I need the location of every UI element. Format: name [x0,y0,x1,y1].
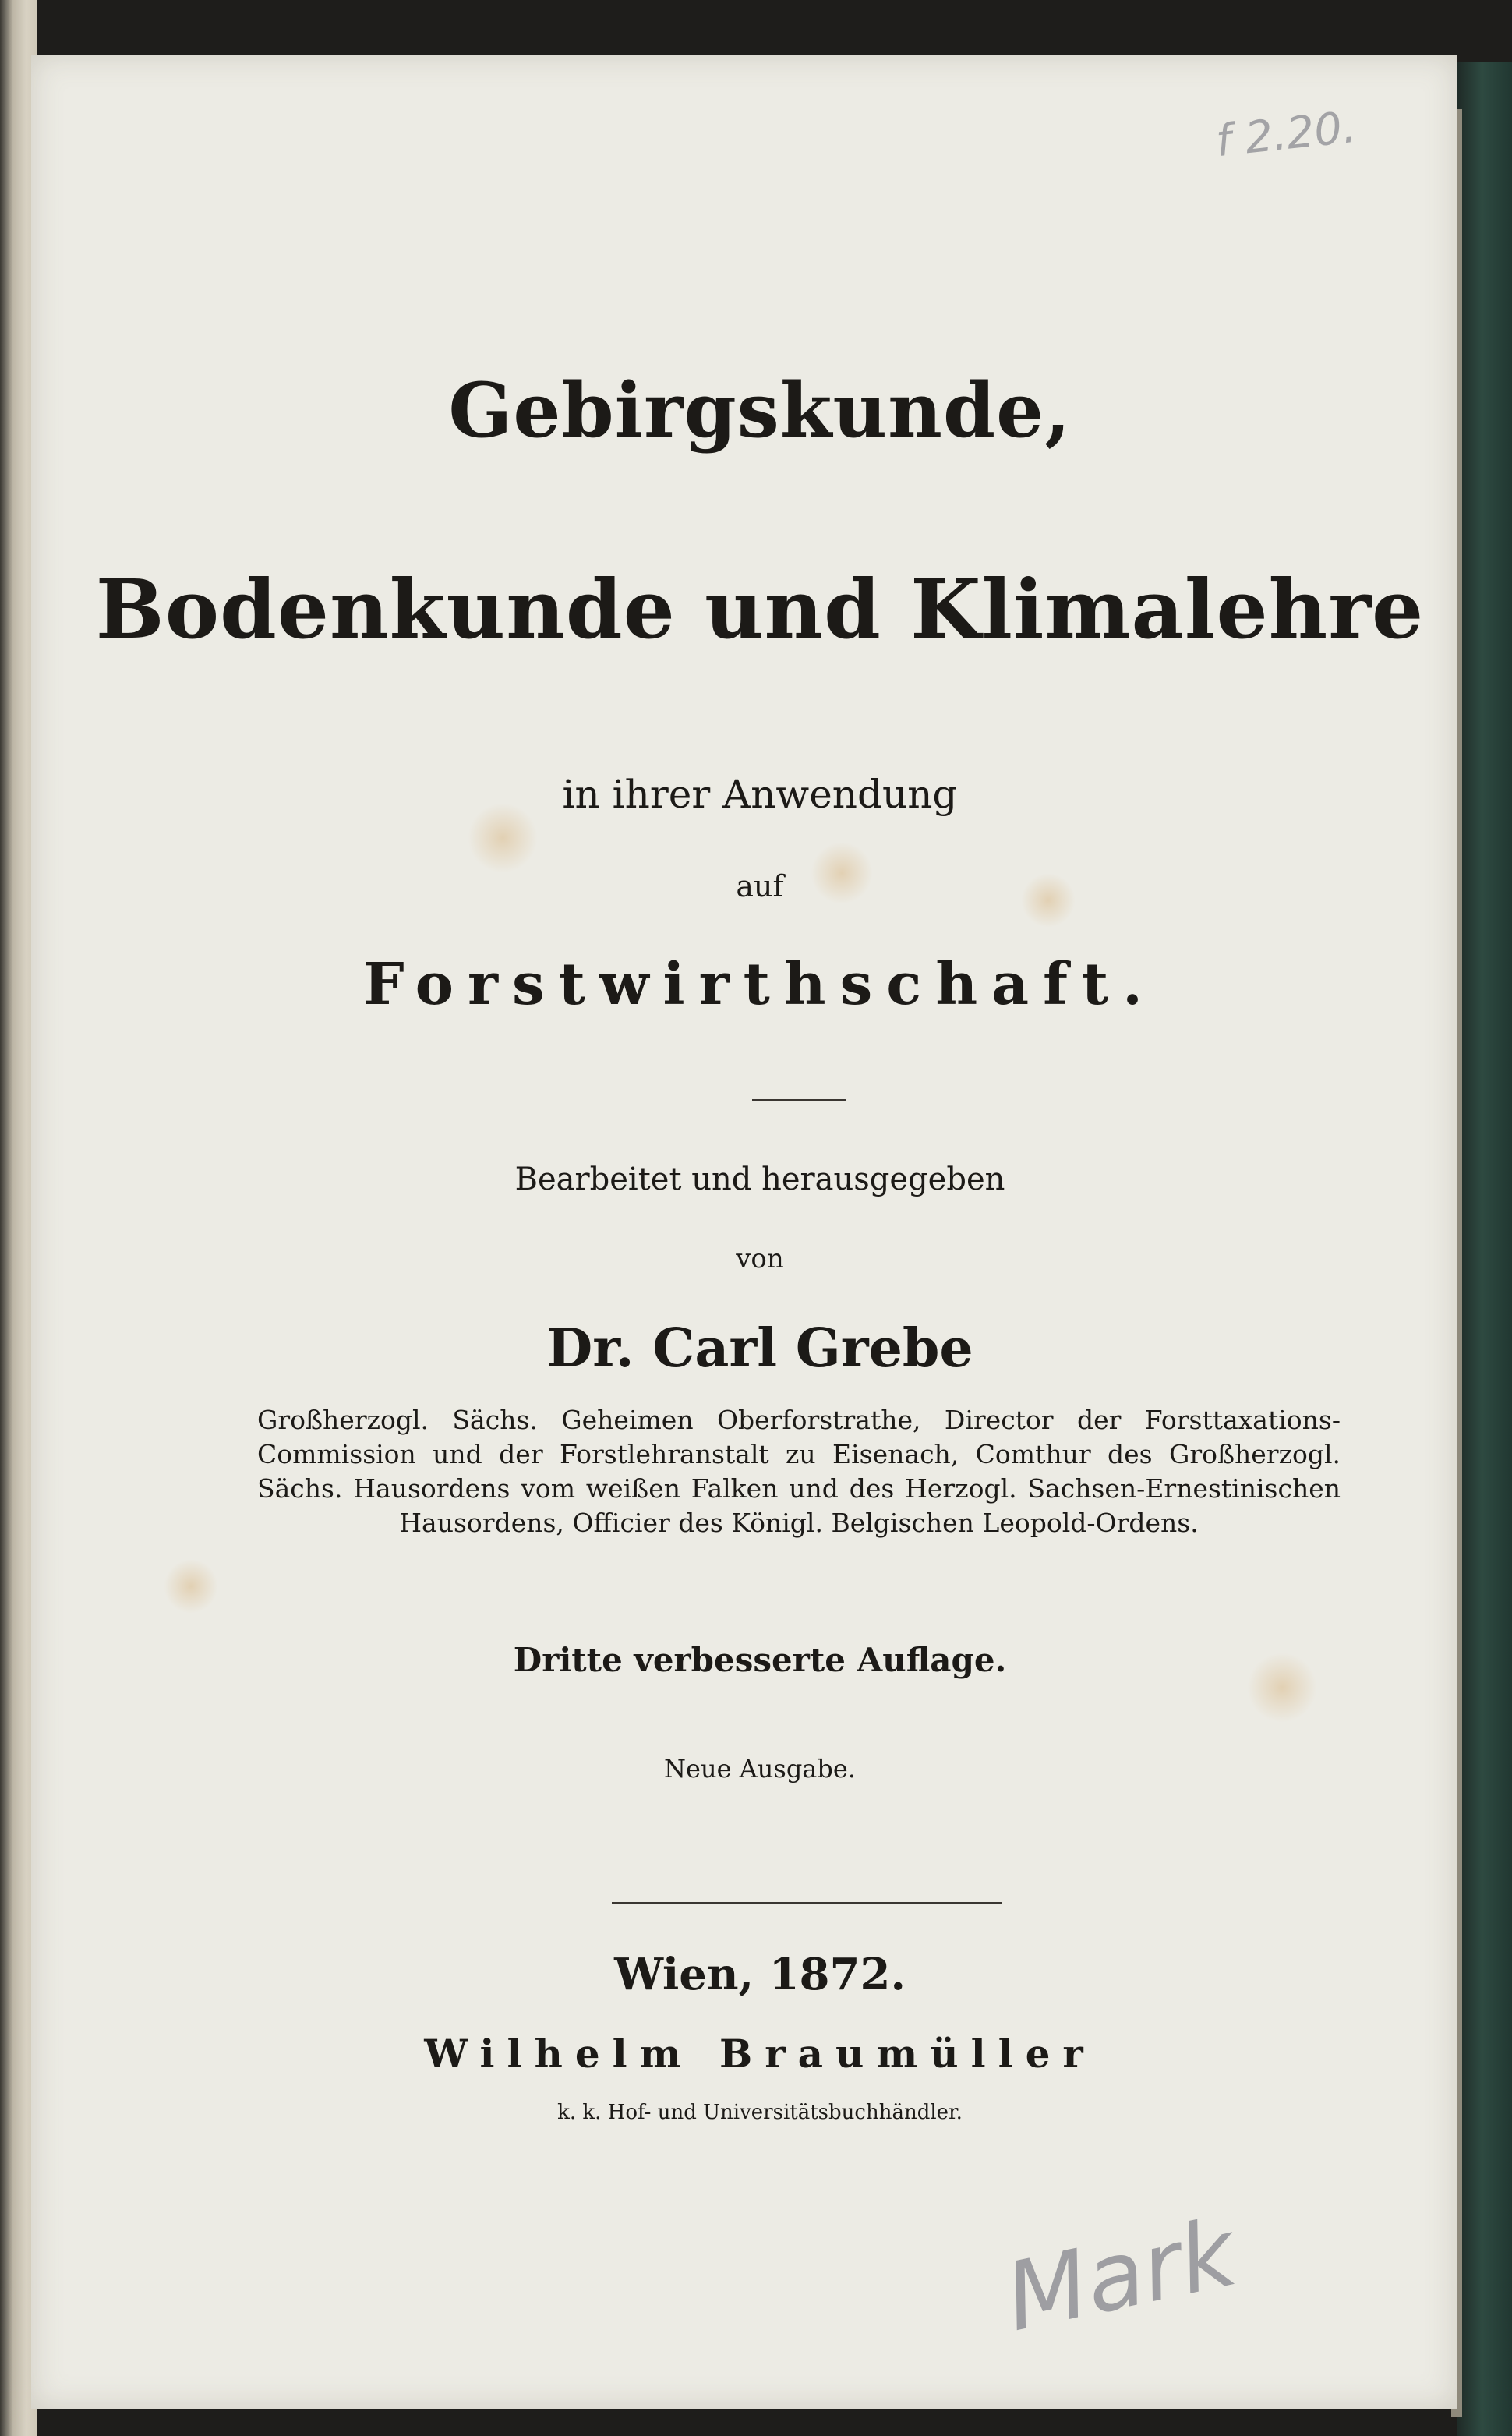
edition-statement: Dritte verbesserte Auflage. [513,1641,1007,1679]
title-page [31,55,1457,2409]
title-line-2: Bodenkunde und Klimalehre [95,561,1425,657]
author-name: Dr. Carl Grebe [546,1317,973,1380]
subtitle-line-3: Forstwirthschaft. [363,951,1157,1018]
pencil-signature: Mark [996,2198,1245,2353]
title-line-1: Gebirgskunde, [448,366,1072,454]
new-edition-note: Neue Ausgabe. [664,1754,856,1784]
subtitle-line-2: auf [736,869,784,903]
von-line: von [736,1243,784,1275]
foxing-stain [164,1559,218,1614]
author-credentials: Großherzogl. Sächs. Geheimen Oberforstrathe, Director der Forsttaxations-Commission und der Forstlehranstalt zu Eisenach, Comthur des Großherzogl. Sächs. Hausordens vom weißen Falken und des Herzogl. Sachsen-Ernestinischen Hausordens, Officier des Königl. Belgischen Leopold-Ordens. [257,1405,1341,1538]
pencil-price-note: f 2.20. [1213,101,1358,168]
publisher-title: k. k. Hof- und Universitätsbuchhändler. [557,2101,963,2124]
divider-long [612,1902,1002,1904]
edited-by-line: Bearbeitet und herausgegeben [514,1161,1005,1197]
place-and-year: Wien, 1872. [614,1949,906,2000]
subtitle-line-1: in ihrer Anwendung [562,772,958,817]
divider-short [752,1099,846,1101]
publisher-name: Wilhelm Braumüller [424,2031,1096,2077]
